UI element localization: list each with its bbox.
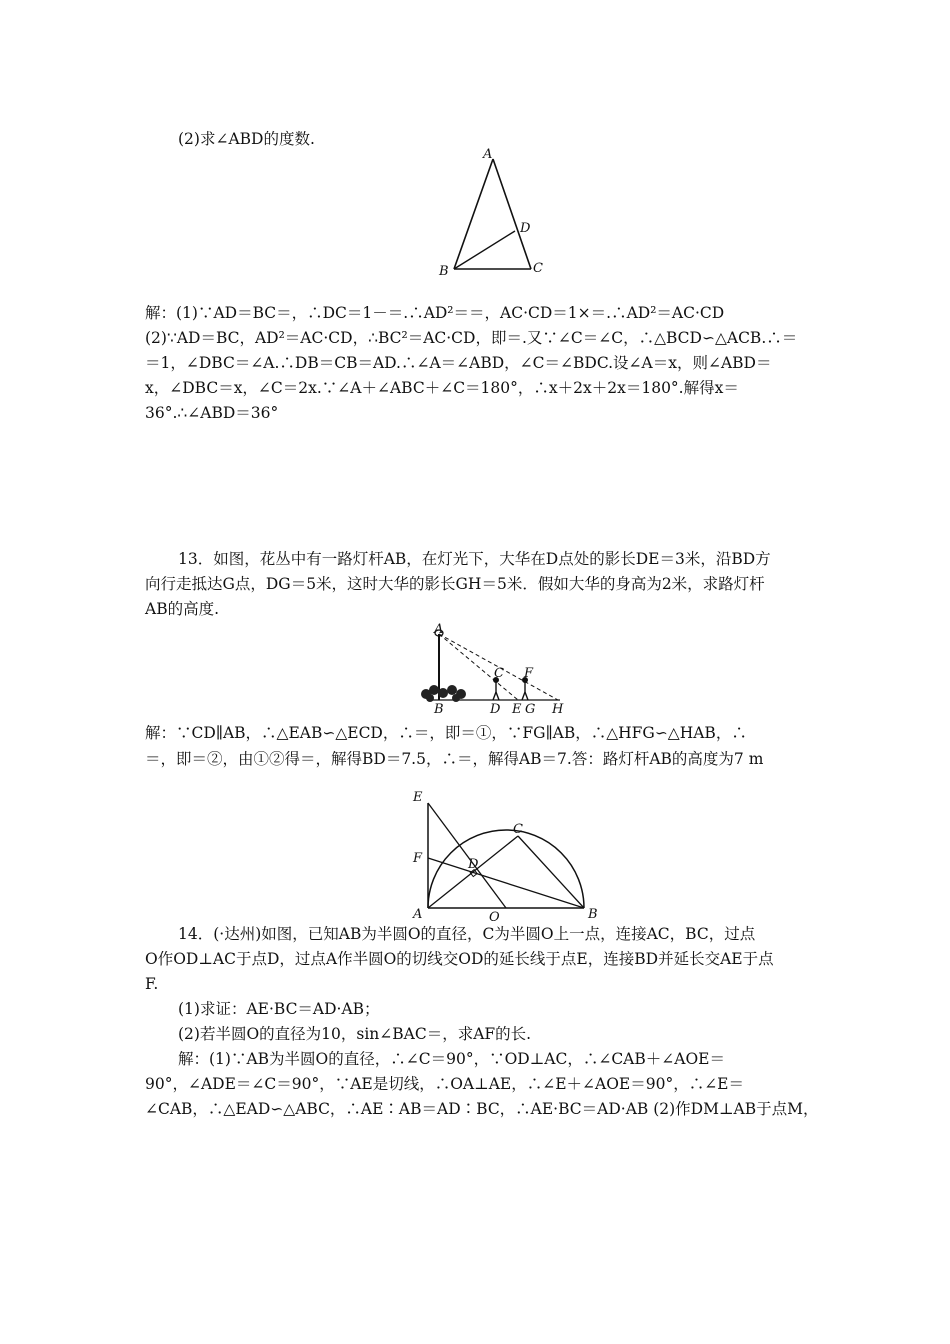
q14-solution-line-2: 90°，∠ADE＝∠C＝90°，∵AE是切线，∴OA⊥AE，∴∠E＋∠AOE＝90°，∴∠E＝ <box>145 1075 744 1093</box>
label-a: A <box>413 907 423 922</box>
label-c: C <box>533 261 543 276</box>
q13-solution-line-1: 解：∵CD∥AB，∴△EAB∽△ECD，∴＝，即＝①，∵FG∥AB，∴△HFG∽△HAB，∴ <box>145 724 747 742</box>
label-b: B <box>439 264 449 279</box>
label-e: E <box>512 702 522 717</box>
q14-solution-line-1: 解：(1)∵AB为半圆O的直径，∴∠C＝90°，∵OD⊥AC，∴∠CAB＋∠AOE＝ <box>178 1050 725 1068</box>
label-d: D <box>490 702 501 717</box>
label-o: O <box>489 910 500 925</box>
q12-solution-line-5: 36°.∴∠ABD＝36° <box>145 404 279 422</box>
segment-ab <box>454 159 493 269</box>
q13-question-line-1: 13．如图，花丛中有一路灯杆AB，在灯光下，大华在D点处的影长DE＝3米，沿BD方 <box>178 550 771 568</box>
q12-triangle-figure <box>430 145 560 280</box>
q14-semicircle-figure <box>405 790 598 925</box>
q13-solution-line-2: ＝，即＝②，由①②得＝，解得BD＝7.5，∴＝，解得AB＝7.答：路灯杆AB的高度为7 m <box>145 750 764 768</box>
label-h: H <box>552 702 564 717</box>
label-b: B <box>434 702 444 717</box>
label-c: C <box>513 822 523 837</box>
q14-solution-line-3: ∠CAB，∴△EAD∽△ABC，∴AE∶AB＝AD∶BC，∴AE·BC＝AD·AB (2)作DM⊥AB于点M， <box>145 1100 819 1118</box>
segment-ac <box>493 159 531 269</box>
q12-solution-line-3: ＝1，∠DBC＝∠A.∴DB＝CB＝AD.∴∠A＝∠ABD，∠C＝∠BDC.设∠A＝x，则∠ABD＝ <box>145 354 772 372</box>
label-e: E <box>413 790 423 805</box>
q14-question-line-3: F. <box>145 975 159 993</box>
q12-solution-line-1: 解：(1)∵AD＝BC＝，∴DC＝1－＝.∴AD²＝＝，AC·CD＝1×＝.∴AD²＝AC·CD <box>145 304 725 322</box>
semicircle-arc <box>428 830 584 908</box>
q13-question-line-3: AB的高度. <box>145 600 220 618</box>
q12-part2-text: (2)求∠ABD的度数. <box>178 130 315 148</box>
label-g: G <box>525 702 536 717</box>
label-a: A <box>434 622 444 637</box>
label-d: D <box>520 221 531 236</box>
label-c: C <box>494 666 504 681</box>
q13-lamp-figure <box>418 620 568 715</box>
q14-sub2: (2)若半圆O的直径为10，sin∠BAC＝，求AF的长. <box>178 1025 532 1043</box>
label-d: D <box>468 857 479 872</box>
q12-solution-line-2: (2)∵AD＝BC，AD²＝AC·CD，∴BC²＝AC·CD，即＝.又∵∠C＝∠C，∴△BCD∽△ACB.∴＝ <box>145 329 798 347</box>
label-a: A <box>483 147 493 162</box>
label-b: B <box>588 907 598 922</box>
label-f: F <box>524 666 534 681</box>
q13-question-line-2: 向行走抵达G点，DG＝5米，这时大华的影长GH＝5米．假如大华的身高为2米，求路灯杆 <box>145 575 765 593</box>
person-at-g-icon <box>522 678 528 700</box>
label-f: F <box>413 851 423 866</box>
q14-question-line-2: O作OD⊥AC于点D，过点A作半圆O的切线交OD的延长线于点E，连接BD并延长交AE于点 <box>145 950 774 968</box>
q14-sub1: (1)求证：AE·BC＝AD·AB； <box>178 1000 380 1018</box>
q14-question-line-1: 14．(·达州)如图，已知AB为半圆O的直径，C为半圆O上一点，连接AC，BC，过点 <box>178 925 756 943</box>
person-at-d-icon <box>493 678 499 700</box>
segment-bd <box>454 231 515 269</box>
q12-solution-line-4: x，∠DBC＝x，∠C＝2x.∵∠A＋∠ABC＋∠C＝180°，∴x＋2x＋2x＝180°.解得x＝ <box>145 379 739 397</box>
